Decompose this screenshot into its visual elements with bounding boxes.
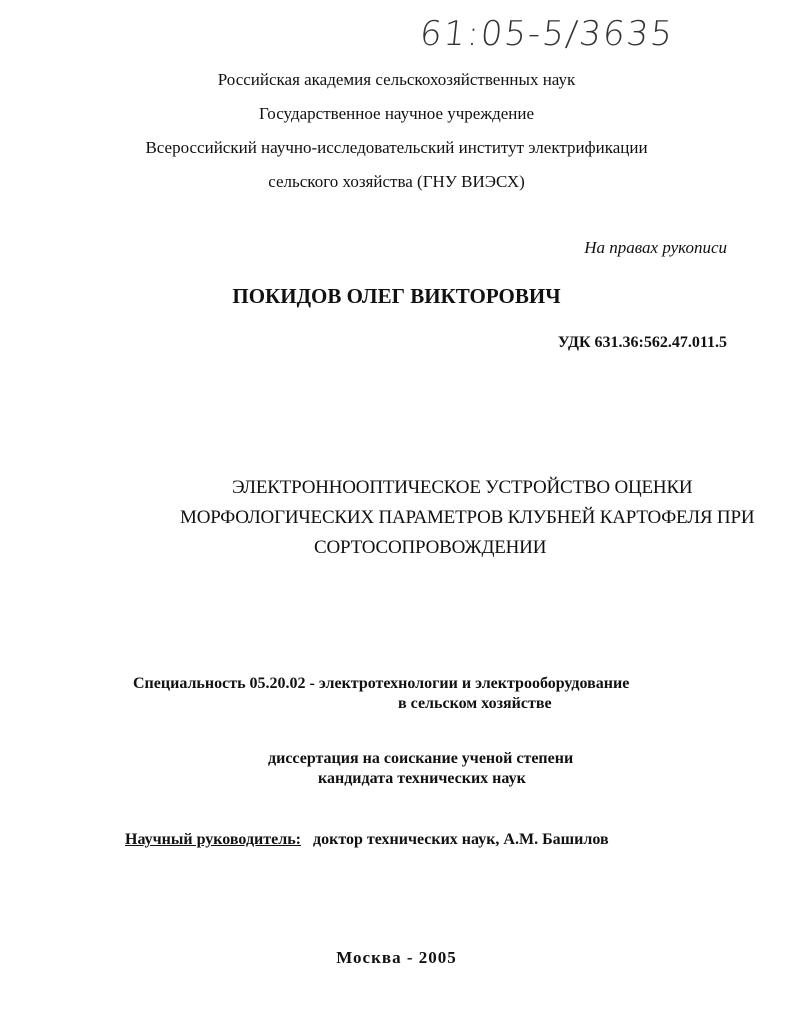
city-year: Москва - 2005 xyxy=(336,948,457,967)
header-institute: Всероссийский научно-исследовательский институт электрификации xyxy=(145,138,648,157)
header-academy: Российская академия сельскохозяйственных наук xyxy=(217,70,576,89)
title-line-3: СОРТОСОПРОВОЖДЕНИИ xyxy=(314,537,547,558)
dissertation-line-2: кандидата технических наук xyxy=(318,770,526,787)
udk-code: УДК 631.36:562.47.011.5 xyxy=(557,334,727,351)
header-institution-type: Государственное научное учреждение xyxy=(258,104,535,123)
manuscript-rights: На правах рукописи xyxy=(584,238,727,257)
title-line-2: МОРФОЛОГИЧЕСКИХ ПАРАМЕТРОВ КЛУБНЕЙ КАРТОФЕЛЯ ПРИ xyxy=(180,507,755,528)
archive-stamp-handwritten: 61:05-5/3635 xyxy=(417,14,676,54)
specialty-line-2: в сельском хозяйстве xyxy=(398,695,552,712)
author-name: ПОКИДОВ ОЛЕГ ВИКТОРОВИЧ xyxy=(232,284,561,308)
title-line-1: ЭЛЕКТРОННООПТИЧЕСКОЕ УСТРОЙСТВО ОЦЕНКИ xyxy=(232,477,693,498)
supervisor-label: Научный руководитель: xyxy=(125,831,301,848)
dissertation-line-1: диссертация на соискание ученой степени xyxy=(268,750,574,767)
supervisor xyxy=(125,831,609,849)
specialty-line-1: Специальность 05.20.02 - электротехнологии и электрооборудование xyxy=(133,675,630,692)
supervisor-value: доктор технических наук, А.М. Башилов xyxy=(313,831,609,848)
header-institute-abbr: сельского хозяйства (ГНУ ВИЭСХ) xyxy=(268,172,525,191)
